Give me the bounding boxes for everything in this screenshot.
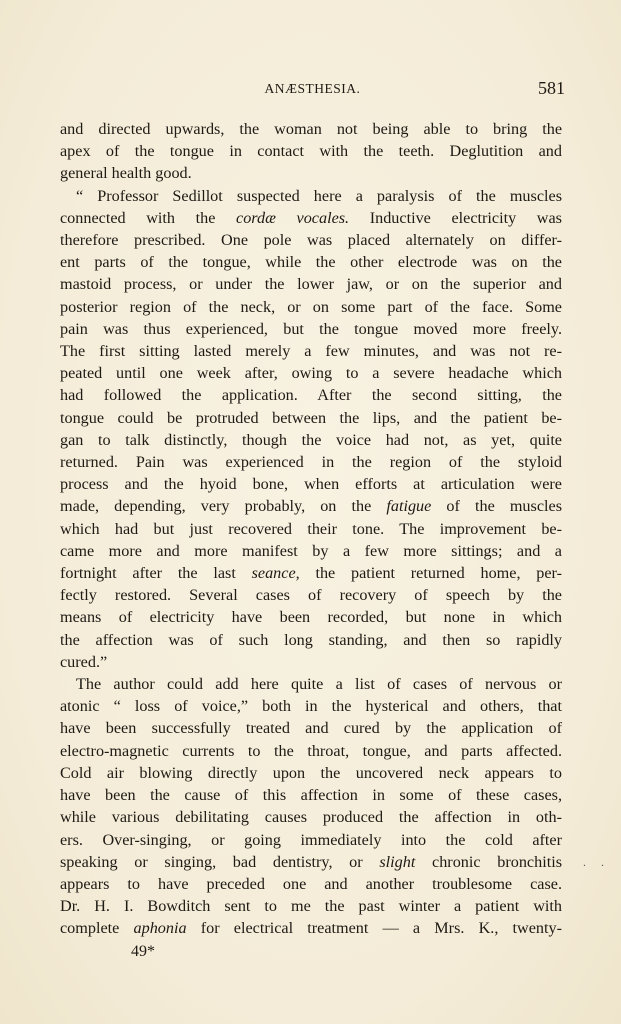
text-segment: returned. Pain was experienced in the region of the styloid (60, 453, 562, 472)
text-segment: have been successfully treated and cured by the application of (60, 719, 562, 738)
text-segment: connected with the (60, 208, 237, 227)
running-head: ANÆSTHESIA. (264, 81, 361, 96)
text-segment: while various debilitating causes produced the affection in oth- (60, 808, 562, 827)
text-segment: “ Professor Sedillot suspected here a paralysis of the muscles (76, 186, 562, 205)
text-segment: peated until one week after, owing to a severe headache which (60, 364, 562, 383)
text-line (60, 673, 562, 695)
text-segment: have been the cause of this affection in some of these cases, (60, 786, 562, 805)
text-line (60, 562, 562, 584)
text-segment: Inductive electricity was (349, 208, 562, 227)
text-line (60, 362, 562, 384)
text-line (60, 407, 562, 429)
text-segment: had followed the application. After the second sitting, the (60, 386, 562, 405)
text-line (60, 429, 562, 451)
text-segment: therefore prescribed. One pole was placed alternately on differ- (60, 231, 562, 250)
italic-segment: aphonia (133, 919, 187, 938)
text-segment: process and the hyoid bone, when efforts at articulation were (60, 475, 562, 494)
text-segment: The first sitting lasted merely a few minutes, and was not re- (60, 342, 562, 361)
text-segment: Cold air blowing directly upon the uncovered neck appears to (60, 763, 562, 782)
text-line (60, 340, 562, 362)
text-line (60, 384, 562, 406)
italic-segment: fatigue (386, 497, 432, 516)
italic-segment: cordæ vocales. (236, 208, 350, 227)
text-line (60, 806, 562, 828)
text-line (60, 207, 562, 229)
text-segment: pain was thus experienced, but the tongue moved more freely. (60, 319, 562, 338)
text-line (60, 518, 562, 540)
italic-segment: slight (379, 852, 416, 871)
page-header (60, 78, 565, 100)
text-segment: electro-magnetic currents to the throat, tongue, and parts affected. (60, 741, 562, 760)
text-line (60, 451, 562, 473)
text-segment: ent parts of the tongue, while the other electrode was on the (60, 253, 562, 272)
text-segment: the affection was of such long standing, and then so rapidly (60, 630, 562, 649)
text-segment: fectly restored. Several cases of recovery of speech by the (60, 586, 562, 605)
text-segment: mastoid process, or under the lower jaw, or on the superior and (60, 275, 562, 294)
text-segment: for electrical treatment — a Mrs. K., twenty- (186, 919, 562, 938)
text-line (60, 185, 562, 207)
text-segment: came more and more manifest by a few more sittings; and a (60, 541, 562, 560)
body-text (60, 118, 562, 940)
text-segment: apex of the tongue in contact with the teeth. Deglutition and (60, 142, 562, 161)
text-line (60, 606, 562, 628)
text-line (60, 273, 562, 295)
text-segment: chronic bronchitis (415, 852, 562, 871)
text-segment: and directed upwards, the woman not being able to bring the (60, 120, 562, 138)
margin-marks: . . (583, 855, 610, 869)
text-line (60, 740, 562, 762)
text-segment: ers. Over-singing, or going immediately into the cold after (60, 830, 562, 849)
text-segment: Dr. H. I. Bowditch sent to me the past winter a patient with (60, 897, 562, 916)
text-line (60, 473, 562, 495)
text-line (60, 762, 562, 784)
text-segment: appears to have preceded one and another troublesome case. (60, 874, 562, 893)
text-line (60, 584, 562, 606)
signature-mark: 49* (131, 943, 155, 960)
text-segment: of the muscles (431, 497, 562, 516)
text-line (60, 140, 562, 162)
text-segment: tongue could be protruded between the lips, and the patient be- (60, 408, 562, 427)
text-segment: speaking or singing, bad dentistry, or (60, 852, 380, 871)
text-line (60, 717, 562, 739)
text-line (60, 784, 562, 806)
text-line (60, 229, 562, 251)
text-segment: which had but just recovered their tone. The improvement be- (60, 519, 562, 538)
text-line (60, 651, 562, 673)
text-line (60, 318, 562, 340)
text-line (60, 895, 562, 917)
text-segment: gan to talk distinctly, though the voice had not, as yet, quite (60, 430, 562, 449)
text-segment: atonic “ loss of voice,” both in the hysterical and others, that (60, 697, 562, 716)
text-line (60, 251, 562, 273)
text-line (60, 695, 562, 717)
text-line (60, 917, 562, 939)
text-segment: cured.” (60, 652, 108, 671)
text-line (60, 829, 562, 851)
text-segment: complete (60, 919, 134, 938)
text-line (60, 851, 562, 873)
italic-segment: seance, (251, 564, 300, 583)
text-line (60, 118, 562, 140)
text-segment: general health good. (60, 164, 192, 183)
text-segment: made, depending, very probably, on the (60, 497, 387, 516)
text-line (60, 873, 562, 895)
text-segment: the patient returned home, per- (299, 564, 562, 583)
text-line (60, 495, 562, 517)
text-line (60, 540, 562, 562)
text-segment: means of electricity have been recorded, but none in which (60, 608, 562, 627)
text-segment: fortnight after the last (60, 564, 252, 583)
page-number: 581 (538, 78, 565, 98)
text-segment: The author could add here quite a list of cases of nervous or (76, 675, 562, 694)
text-line (60, 296, 562, 318)
text-line (60, 629, 562, 651)
text-line (60, 162, 562, 184)
text-segment: posterior region of the neck, or on some part of the face. Some (60, 297, 562, 316)
